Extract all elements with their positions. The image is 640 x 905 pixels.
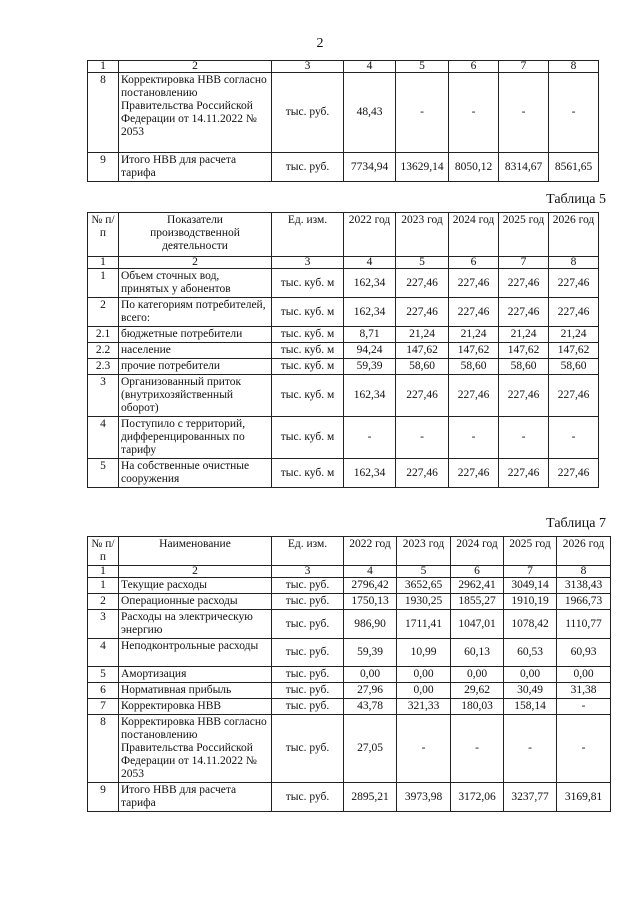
row-value: 1047,01 — [451, 610, 504, 639]
row-value: 162,34 — [344, 459, 396, 488]
header-cell: 2026 год — [557, 537, 611, 566]
row-name: На собственные очистные сооружения — [119, 459, 272, 488]
header-cell: Ед. изм. — [272, 213, 344, 257]
header-cell: 2025 год — [499, 213, 549, 257]
row-value: 30,49 — [504, 683, 557, 699]
row-value: 3169,81 — [557, 783, 611, 812]
row-value: 321,33 — [397, 699, 451, 715]
header-cell: 2023 год — [397, 537, 451, 566]
row-number: 2.1 — [88, 327, 119, 343]
row-name: Корректировка НВВ согласно постановлению Правительства Российской Федерации от 14.11.2022 № 2053 — [119, 73, 272, 153]
column-index-cell: 2 — [119, 566, 272, 578]
row-value: 27,05 — [344, 715, 397, 783]
header-cell: № п/п — [88, 213, 119, 257]
row-number: 5 — [88, 459, 119, 488]
row-value: 1855,27 — [451, 594, 504, 610]
row-value: 58,60 — [499, 359, 549, 375]
row-name: Расходы на электрическую энергию — [119, 610, 272, 639]
column-index-cell: 2 — [119, 257, 272, 269]
table-row — [88, 699, 611, 715]
row-value: 31,38 — [557, 683, 611, 699]
row-value: 227,46 — [449, 459, 499, 488]
column-index-row — [88, 257, 599, 269]
header-cell: Показатели производственной деятельности — [119, 213, 272, 257]
column-index-cell: 8 — [549, 257, 599, 269]
row-name: Амортизация — [119, 667, 272, 683]
row-value: 147,62 — [499, 343, 549, 359]
row-value: - — [449, 73, 499, 153]
row-unit: тыс. руб. — [272, 153, 344, 182]
table-row — [88, 594, 611, 610]
table-row — [88, 610, 611, 639]
row-name: прочие потребители — [119, 359, 272, 375]
row-number: 5 — [88, 667, 119, 683]
row-value: 13629,14 — [396, 153, 449, 182]
row-value: - — [449, 417, 499, 459]
row-number: 9 — [88, 783, 119, 812]
column-index-cell: 6 — [449, 257, 499, 269]
row-unit: тыс. куб. м — [272, 359, 344, 375]
row-value: 162,34 — [344, 269, 396, 298]
row-value: 1711,41 — [397, 610, 451, 639]
row-value: 3973,98 — [397, 783, 451, 812]
row-unit: тыс. куб. м — [272, 375, 344, 417]
table-row — [88, 343, 599, 359]
row-value: 1078,42 — [504, 610, 557, 639]
row-number: 1 — [88, 269, 119, 298]
row-value: 1930,25 — [397, 594, 451, 610]
row-value: 1110,77 — [557, 610, 611, 639]
row-value: 180,03 — [451, 699, 504, 715]
row-value: - — [557, 715, 611, 783]
row-value: 94,24 — [344, 343, 396, 359]
column-index-cell: 8 — [549, 61, 599, 73]
row-value: 227,46 — [499, 269, 549, 298]
row-name: Организованный приток (внутрихозяйственный оборот) — [119, 375, 272, 417]
row-value: 1750,13 — [344, 594, 397, 610]
row-unit: тыс. руб. — [272, 578, 344, 594]
column-index-cell: 7 — [504, 566, 557, 578]
column-index-cell: 3 — [272, 61, 344, 73]
row-name: Нормативная прибыль — [119, 683, 272, 699]
header-cell: 2023 год — [396, 213, 449, 257]
row-number: 1 — [88, 578, 119, 594]
row-unit: тыс. руб. — [272, 699, 344, 715]
row-unit: тыс. куб. м — [272, 269, 344, 298]
row-value: 2962,41 — [451, 578, 504, 594]
row-value: 3172,06 — [451, 783, 504, 812]
continuation-table — [87, 60, 599, 182]
row-value: 21,24 — [449, 327, 499, 343]
row-unit: тыс. куб. м — [272, 417, 344, 459]
row-number: 2 — [88, 594, 119, 610]
row-value: - — [451, 715, 504, 783]
table-5-header-row — [88, 213, 599, 257]
row-value: 0,00 — [344, 667, 397, 683]
row-value: - — [549, 73, 599, 153]
row-unit: тыс. руб. — [272, 667, 344, 683]
row-unit: тыс. куб. м — [272, 327, 344, 343]
row-value: 147,62 — [396, 343, 449, 359]
table-row — [88, 639, 611, 667]
header-cell: 2026 год — [549, 213, 599, 257]
row-name: Текущие расходы — [119, 578, 272, 594]
row-number: 2 — [88, 298, 119, 327]
row-unit: тыс. куб. м — [272, 343, 344, 359]
row-value: 3652,65 — [397, 578, 451, 594]
column-index-cell: 5 — [396, 61, 449, 73]
table-row — [88, 683, 611, 699]
row-value: 8,71 — [344, 327, 396, 343]
row-value: 2895,21 — [344, 783, 397, 812]
row-value: - — [557, 699, 611, 715]
row-value: 227,46 — [499, 375, 549, 417]
row-name: Итого НВВ для расчета тарифа — [119, 153, 272, 182]
row-name: Операционные расходы — [119, 594, 272, 610]
column-index-row — [88, 566, 611, 578]
row-number: 2.3 — [88, 359, 119, 375]
row-value: 227,46 — [449, 269, 499, 298]
row-value: 162,34 — [344, 298, 396, 327]
row-value: 227,46 — [549, 375, 599, 417]
table-row — [88, 153, 599, 182]
row-value: 21,24 — [499, 327, 549, 343]
header-cell: № п/п — [88, 537, 119, 566]
column-index-cell: 1 — [88, 61, 119, 73]
row-number: 9 — [88, 153, 119, 182]
header-cell: 2024 год — [449, 213, 499, 257]
row-value: 227,46 — [396, 375, 449, 417]
row-value: 58,60 — [449, 359, 499, 375]
table-7-caption: Таблица 7 — [546, 516, 606, 531]
row-name: Неподконтрольные расходы — [119, 639, 272, 667]
table-7-header-row — [88, 537, 611, 566]
row-value: - — [499, 73, 549, 153]
column-index-cell: 5 — [397, 566, 451, 578]
column-index-cell: 5 — [396, 257, 449, 269]
row-value: 227,46 — [549, 298, 599, 327]
header-cell: Ед. изм. — [272, 537, 344, 566]
row-value: 3237,77 — [504, 783, 557, 812]
row-number: 2.2 — [88, 343, 119, 359]
column-index-cell: 2 — [119, 61, 272, 73]
row-value: 0,00 — [397, 667, 451, 683]
table-row — [88, 298, 599, 327]
row-value: 60,53 — [504, 639, 557, 667]
row-value: 8050,12 — [449, 153, 499, 182]
column-index-cell: 4 — [344, 257, 396, 269]
row-value: 43,78 — [344, 699, 397, 715]
row-value: 60,93 — [557, 639, 611, 667]
row-value: 59,39 — [344, 639, 397, 667]
row-name: Корректировка НВВ — [119, 699, 272, 715]
table-7 — [87, 536, 611, 812]
row-value: 10,99 — [397, 639, 451, 667]
row-number: 3 — [88, 375, 119, 417]
table-row — [88, 783, 611, 812]
row-number: 4 — [88, 417, 119, 459]
row-value: 21,24 — [549, 327, 599, 343]
row-number: 4 — [88, 639, 119, 667]
column-index-cell: 3 — [272, 566, 344, 578]
row-value: 48,43 — [344, 73, 396, 153]
row-value: 158,14 — [504, 699, 557, 715]
row-name: бюджетные потребители — [119, 327, 272, 343]
row-value: - — [344, 417, 396, 459]
row-number: 3 — [88, 610, 119, 639]
table-row — [88, 269, 599, 298]
column-index-cell: 7 — [499, 257, 549, 269]
table-row — [88, 359, 599, 375]
row-value: 1966,73 — [557, 594, 611, 610]
row-name: Итого НВВ для расчета тарифа — [119, 783, 272, 812]
row-value: 227,46 — [396, 269, 449, 298]
row-value: 227,46 — [499, 459, 549, 488]
row-value: 162,34 — [344, 375, 396, 417]
table-5 — [87, 212, 599, 488]
column-index-row — [88, 61, 599, 73]
row-unit: тыс. руб. — [272, 683, 344, 699]
row-value: 3138,43 — [557, 578, 611, 594]
row-value: 3049,14 — [504, 578, 557, 594]
row-value: 2796,42 — [344, 578, 397, 594]
row-value: 0,00 — [451, 667, 504, 683]
column-index-cell: 4 — [344, 61, 396, 73]
row-unit: тыс. руб. — [272, 783, 344, 812]
row-unit: тыс. руб. — [272, 639, 344, 667]
row-value: 60,13 — [451, 639, 504, 667]
table-row — [88, 459, 599, 488]
row-unit: тыс. куб. м — [272, 459, 344, 488]
row-value: 58,60 — [549, 359, 599, 375]
row-number: 7 — [88, 699, 119, 715]
row-value: 0,00 — [397, 683, 451, 699]
header-cell: 2024 год — [451, 537, 504, 566]
page-number: 2 — [316, 36, 324, 51]
row-value: 227,46 — [549, 269, 599, 298]
row-value: - — [549, 417, 599, 459]
header-cell: Наименование — [119, 537, 272, 566]
column-index-cell: 6 — [449, 61, 499, 73]
row-value: - — [499, 417, 549, 459]
table-row — [88, 578, 611, 594]
row-value: 227,46 — [396, 298, 449, 327]
row-value: - — [396, 417, 449, 459]
row-value: 0,00 — [557, 667, 611, 683]
row-value: 59,39 — [344, 359, 396, 375]
column-index-cell: 1 — [88, 566, 119, 578]
row-name: Объем сточных вод, принятых у абонентов — [119, 269, 272, 298]
row-value: 147,62 — [549, 343, 599, 359]
column-index-cell: 1 — [88, 257, 119, 269]
row-value: 227,46 — [549, 459, 599, 488]
header-cell: 2025 год — [504, 537, 557, 566]
table-row — [88, 417, 599, 459]
row-value: - — [397, 715, 451, 783]
row-name: Поступило с территорий, дифференцированных по тарифу — [119, 417, 272, 459]
table-row — [88, 327, 599, 343]
column-index-cell: 8 — [557, 566, 611, 578]
row-value: 1910,19 — [504, 594, 557, 610]
header-cell: 2022 год — [344, 213, 396, 257]
row-value: 147,62 — [449, 343, 499, 359]
row-unit: тыс. руб. — [272, 73, 344, 153]
row-value: 8314,67 — [499, 153, 549, 182]
table-row — [88, 375, 599, 417]
table-row — [88, 73, 599, 153]
table-row — [88, 667, 611, 683]
row-value: 27,96 — [344, 683, 397, 699]
row-value: 8561,65 — [549, 153, 599, 182]
row-number: 8 — [88, 715, 119, 783]
row-value: 227,46 — [449, 298, 499, 327]
column-index-cell: 3 — [272, 257, 344, 269]
row-value: 986,90 — [344, 610, 397, 639]
column-index-cell: 7 — [499, 61, 549, 73]
row-name: население — [119, 343, 272, 359]
row-value: 227,46 — [396, 459, 449, 488]
table-5-caption: Таблица 5 — [546, 192, 606, 207]
row-unit: тыс. руб. — [272, 610, 344, 639]
row-value: 0,00 — [504, 667, 557, 683]
column-index-cell: 6 — [451, 566, 504, 578]
row-value: 58,60 — [396, 359, 449, 375]
row-number: 8 — [88, 73, 119, 153]
row-name: Корректировка НВВ согласно постановлению Правительства Российской Федерации от 14.11.2022 № 2053 — [119, 715, 272, 783]
row-value: - — [396, 73, 449, 153]
table-row — [88, 715, 611, 783]
row-unit: тыс. руб. — [272, 715, 344, 783]
row-value: 21,24 — [396, 327, 449, 343]
column-index-cell: 4 — [344, 566, 397, 578]
row-value: 29,62 — [451, 683, 504, 699]
row-name: По категориям потребителей, всего: — [119, 298, 272, 327]
row-value: - — [504, 715, 557, 783]
row-value: 227,46 — [499, 298, 549, 327]
row-number: 6 — [88, 683, 119, 699]
row-unit: тыс. руб. — [272, 594, 344, 610]
row-unit: тыс. куб. м — [272, 298, 344, 327]
row-value: 227,46 — [449, 375, 499, 417]
header-cell: 2022 год — [344, 537, 397, 566]
row-value: 7734,94 — [344, 153, 396, 182]
